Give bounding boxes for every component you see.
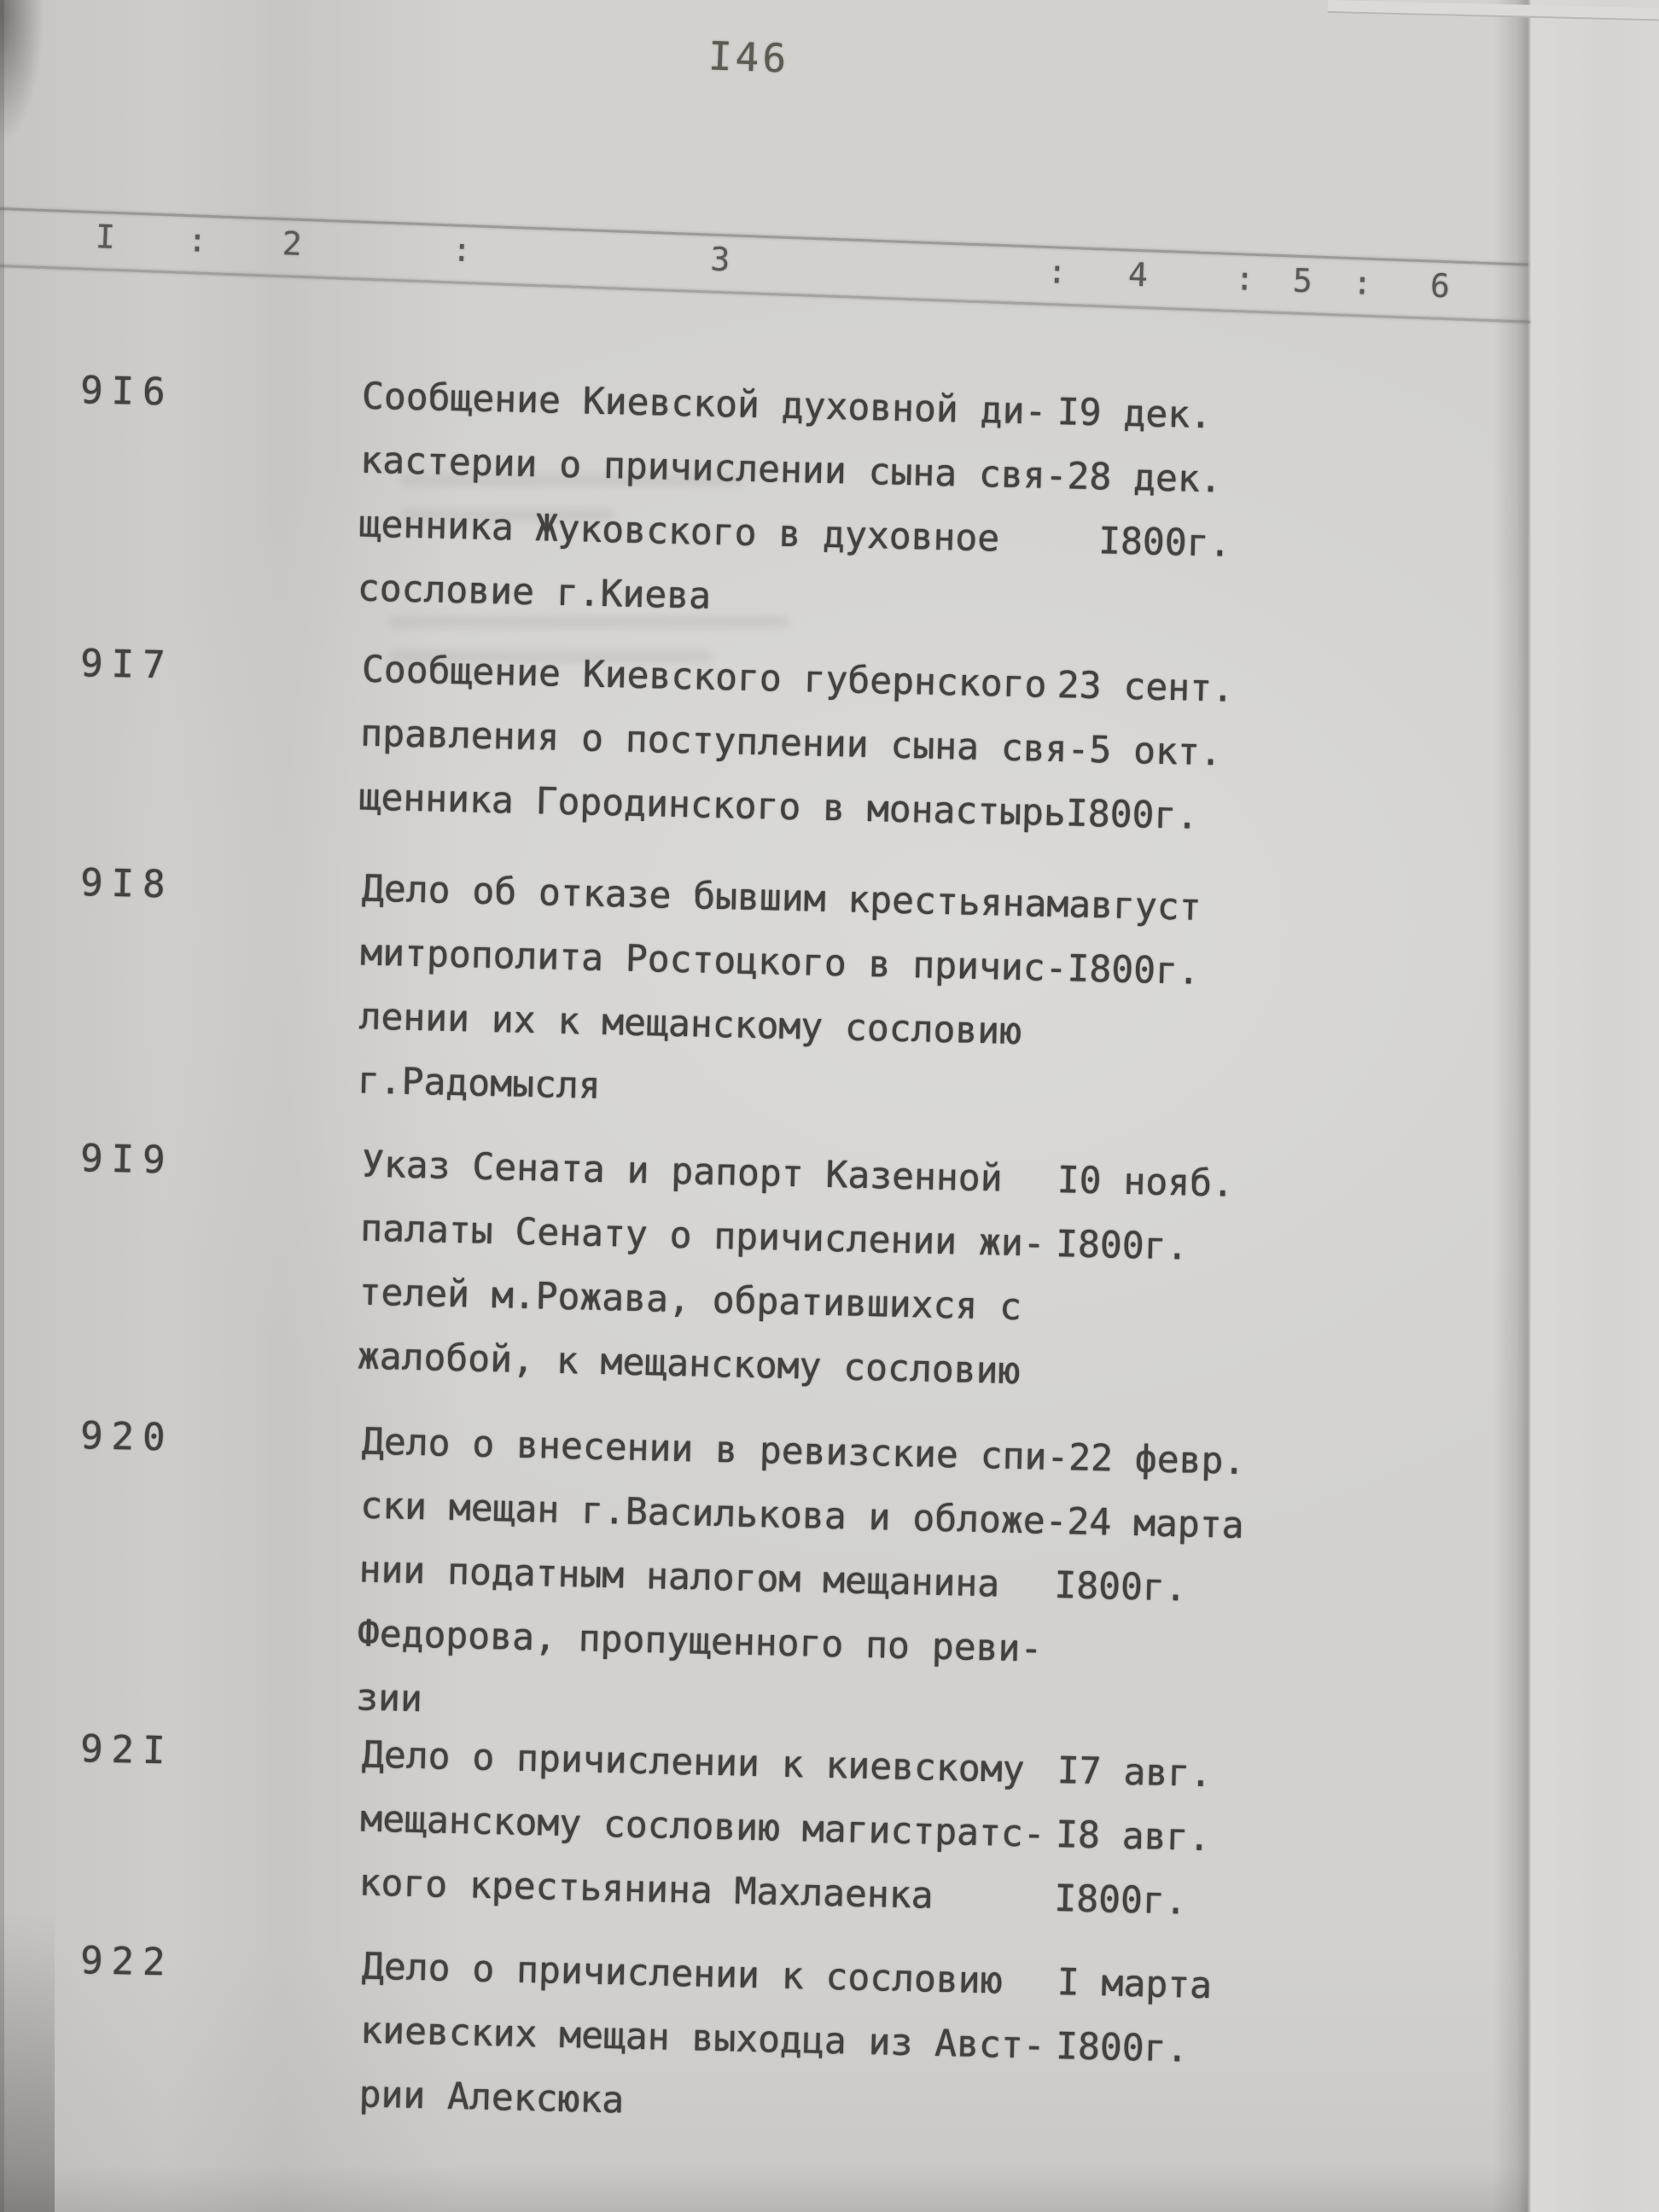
case-description-line: зии	[355, 1676, 423, 1721]
case-date: I800г.	[1053, 1877, 1188, 1924]
column-number-4: 4	[1127, 255, 1149, 294]
column-number-1: I	[95, 218, 116, 256]
entry-body	[358, 1935, 1213, 2146]
entry-body	[358, 637, 1235, 849]
case-description-line: Федорова, пропущенного по реви-	[357, 1612, 1043, 1671]
case-date: 22 февр.	[1068, 1436, 1246, 1483]
column-number-5: 5	[1292, 261, 1313, 300]
case-date: I800г.	[1065, 792, 1199, 838]
entry-body	[355, 1410, 1246, 1749]
page-right-edge-shadow	[1493, 0, 1531, 2212]
case-description-line: щенника Жуковского в духовное	[358, 503, 1000, 561]
entry-body	[357, 857, 1202, 1132]
case-date: I800г.	[1053, 518, 1232, 566]
case-date: I9 дек.	[1057, 390, 1213, 438]
column-header-row	[0, 211, 1530, 313]
entry-body	[357, 1132, 1235, 1408]
scan-dark-corner-bottom-left	[0, 1837, 55, 2212]
column-separator: :	[187, 221, 208, 259]
case-date: 24 марта	[1067, 1500, 1245, 1547]
column-number-6: 6	[1429, 266, 1451, 306]
case-description-line: кастерии о причислении сына свя-	[359, 439, 1068, 498]
background-beyond-page-edge	[1529, 0, 1659, 2212]
case-date: I800г.	[1055, 1222, 1190, 1269]
case-description-line: Сообщение Киевской духовной ди-	[361, 375, 1047, 434]
entry-number: 9I6	[79, 368, 175, 415]
case-description-line: нии податным налогом мещанина	[358, 1548, 1000, 1606]
case-description-line: лении их к мещанскому сословию	[358, 995, 1022, 1054]
case-description-line: мещанскому сословию магистратс-	[359, 1797, 1046, 1856]
entry-body	[358, 1723, 1213, 1935]
case-description-line: киевских мещан выходца из Авст-	[359, 2009, 1046, 2068]
case-description-line: правления о поступлении сына свя-	[359, 712, 1091, 771]
scan-bottom-shade	[0, 2165, 1528, 2212]
inventory-entry	[79, 851, 1489, 1108]
scan-dark-corner-top-left	[0, 0, 44, 145]
inventory-entry	[79, 1126, 1489, 1394]
case-date: I800г.	[1055, 2024, 1190, 2071]
case-date: I7 авг.	[1057, 1749, 1213, 1796]
case-date: I0 нояб.	[1057, 1158, 1235, 1206]
case-description-line: Дело о внесении в ревизские спи-	[361, 1420, 1069, 1480]
inventory-entry	[79, 358, 1489, 618]
case-description-line: г.Радомысля	[357, 1059, 602, 1108]
case-date: 28 дек.	[1067, 455, 1223, 502]
column-number-3: 3	[709, 240, 731, 279]
column-separator: :	[1234, 259, 1255, 298]
column-separator: :	[1046, 253, 1068, 291]
case-description-line: жалобой, к мещанскому сословию	[357, 1335, 1021, 1394]
case-description-line: Дело о причислении к сословию	[361, 1945, 1004, 2003]
case-date: I800г.	[1067, 947, 1201, 993]
scan-left-edge	[0, 0, 4, 2212]
entry-number: 92I	[79, 1726, 175, 1773]
entry-body	[357, 364, 1235, 640]
case-date: I8 авг.	[1055, 1813, 1211, 1860]
case-description-line: сословие г.Киева	[357, 567, 712, 618]
case-description-line: Дело об отказе бывшим крестьянам	[361, 867, 1069, 927]
entry-number: 9I8	[79, 860, 175, 907]
inventory-entry	[79, 1929, 1489, 2122]
case-description-line: палаты Сенату о причислении жи-	[359, 1207, 1046, 1266]
inventory-entry	[79, 1404, 1489, 1721]
entry-number: 920	[79, 1413, 175, 1460]
column-separator: :	[1352, 264, 1373, 302]
column-separator: :	[451, 230, 473, 270]
entry-number: 9I7	[79, 641, 175, 688]
case-description-line: митрополита Ростоцкого в причис-	[359, 931, 1068, 991]
case-description-line: Указ Сената и рапорт Казенной	[361, 1143, 1004, 1201]
page-number: I46	[707, 32, 791, 82]
entry-number: 9I9	[79, 1136, 175, 1183]
column-number-2: 2	[282, 224, 303, 263]
case-description-line: телей м.Рожава, обратившихся с	[358, 1271, 1022, 1330]
case-description-line: щенника Городинского в монастырь	[358, 776, 1067, 835]
case-date: август	[1068, 883, 1202, 929]
case-date: 5 окт.	[1088, 728, 1223, 775]
case-description-line: кого крестьянина Махлаенка	[358, 1861, 934, 1918]
case-date: I800г.	[1053, 1563, 1188, 1610]
case-description-line: Дело о причислении к киевскому	[361, 1733, 1026, 1792]
entry-number: 922	[79, 1938, 175, 1985]
case-description-line: рии Алексюка	[358, 2073, 625, 2122]
case-date: 23 сент.	[1057, 663, 1235, 711]
case-date: I марта	[1057, 1960, 1213, 2008]
case-description-line: ски мещан г.Василькова и обложе-	[359, 1484, 1068, 1544]
case-description-line: Сообщение Киевского губернского	[361, 648, 1047, 707]
